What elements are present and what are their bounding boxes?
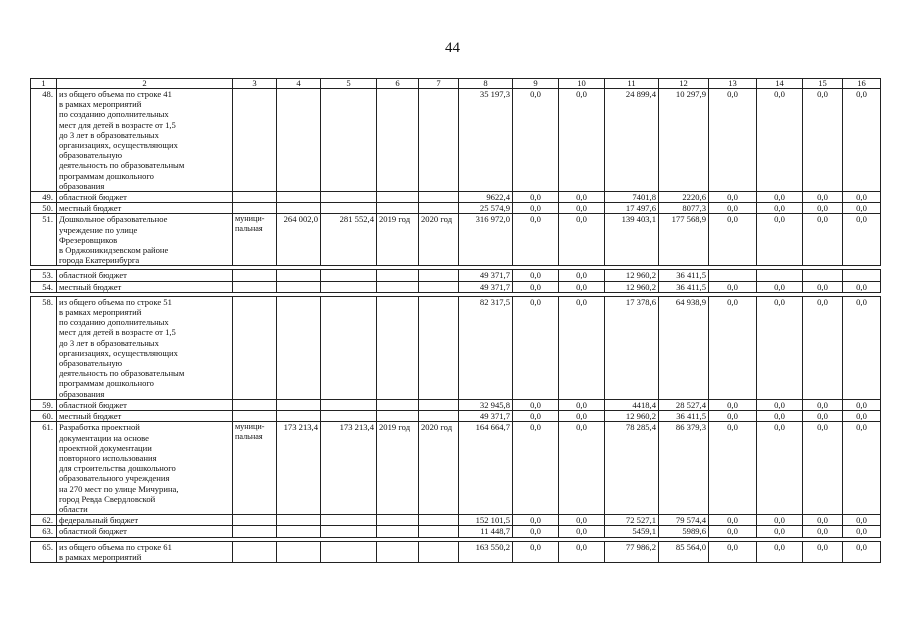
header-cell: 3 [233,79,277,89]
value-cell-c7 [419,526,459,537]
value-cell-c9: 0,0 [513,192,559,203]
description-cell [57,296,233,399]
description-line: мест для детей в возрасте от 1,5 [59,327,176,338]
description-line: Разработка проектной [59,422,140,433]
value-cell-c8: 11 448,7 [459,526,513,537]
value-cell-c7 [419,203,459,214]
value-cell-c15 [803,270,843,281]
table-row [31,411,881,422]
value-cell-c15: 0,0 [803,214,843,266]
value-cell-c12: 2220,6 [659,192,709,203]
value-cell-c6 [377,399,419,410]
table-row [31,422,881,515]
row-number-cell: 62. [31,515,57,526]
value-cell-c7: 2020 год [419,422,459,515]
row-number-cell: 58. [31,296,57,399]
value-cell-c7 [419,515,459,526]
value-cell-c16: 0,0 [843,526,881,537]
header-cell: 6 [377,79,419,89]
description-line: образования [59,180,105,191]
value-cell-c16: 0,0 [843,515,881,526]
value-cell-c9: 0,0 [513,270,559,281]
description-line: образовательного учреждения [59,473,170,484]
value-cell-c5 [321,515,377,526]
value-cell-c9: 0,0 [513,89,559,192]
description-line: в Орджоникидзевском районе [59,245,169,256]
value-cell-c10: 0,0 [559,399,605,410]
value-cell-c3 [233,296,277,399]
value-cell-c6: 2019 год [377,214,419,266]
table-row [31,203,881,214]
value-cell-c11: 139 403,1 [605,214,659,266]
description-cell [57,399,233,410]
description-line: учреждение по улице [59,224,138,235]
value-cell-c5 [321,281,377,292]
value-cell-c7 [419,89,459,192]
description-cell [57,541,233,562]
value-cell-c15: 0,0 [803,541,843,562]
value-cell-c16: 0,0 [843,411,881,422]
budget-table [30,78,881,563]
value-cell-c5 [321,89,377,192]
budget-table-container [30,78,881,563]
description-cell [57,214,233,266]
page-number: 44 [445,40,460,56]
value-cell-c5 [321,526,377,537]
value-cell-c3 [233,399,277,410]
value-cell-c6 [377,296,419,399]
value-cell-c4 [277,281,321,292]
description-line: на 270 мест по улице Мичурина, [59,483,179,494]
value-cell-c15: 0,0 [803,526,843,537]
value-cell-c9: 0,0 [513,296,559,399]
description-line: Дошкольное образовательное [59,214,168,225]
header-cell: 1 [31,79,57,89]
value-cell-c11: 12 960,2 [605,411,659,422]
description-line: в рамках мероприятий [59,551,142,562]
header-cell: 7 [419,79,459,89]
value-cell-c11: 5459,1 [605,526,659,537]
value-cell-c13: 0,0 [709,422,757,515]
value-cell-c8: 25 574,9 [459,203,513,214]
value-cell-c14: 0,0 [757,281,803,292]
description-cell [57,281,233,292]
value-cell-c11: 12 960,2 [605,270,659,281]
value-cell-c3 [233,281,277,292]
description-cell [57,515,233,526]
description-cell [57,192,233,203]
value-cell-c15: 0,0 [803,192,843,203]
value-cell-c14: 0,0 [757,89,803,192]
value-cell-c16: 0,0 [843,192,881,203]
table-row [31,526,881,537]
value-cell-c11: 24 899,4 [605,89,659,192]
value-cell-c3: муници-пальная [233,214,277,266]
value-cell-c14: 0,0 [757,192,803,203]
description-line: по созданию дополнительных [59,109,169,120]
value-cell-c3 [233,192,277,203]
value-cell-c7 [419,296,459,399]
description-line: организациях, осуществляющих [59,140,178,151]
table-row [31,89,881,192]
value-cell-c12: 36 411,5 [659,270,709,281]
value-cell-c4 [277,541,321,562]
value-cell-c11: 12 960,2 [605,281,659,292]
description-line: Фрезеровщиков [59,234,118,245]
row-number-cell: 54. [31,281,57,292]
description-line: организациях, осуществляющих [59,347,178,358]
value-cell-c10: 0,0 [559,214,605,266]
description-line: деятельность по образовательным [59,160,185,171]
value-cell-c5 [321,270,377,281]
description-cell [57,422,233,515]
value-cell-c13: 0,0 [709,203,757,214]
value-cell-c3 [233,203,277,214]
description-line: по созданию дополнительных [59,317,169,328]
value-cell-c11: 17 497,6 [605,203,659,214]
value-cell-c8: 49 371,7 [459,281,513,292]
value-cell-c8: 163 550,2 [459,541,513,562]
value-cell-c12: 36 411,5 [659,411,709,422]
description-line: город Ревда Свердловской [59,493,156,504]
value-cell-c14: 0,0 [757,541,803,562]
description-cell [57,203,233,214]
header-cell: 15 [803,79,843,89]
value-cell-c6 [377,526,419,537]
value-cell-c15: 0,0 [803,515,843,526]
row-number-cell: 50. [31,203,57,214]
value-cell-c12: 36 411,5 [659,281,709,292]
description-line: до 3 лет в образовательных [59,129,159,140]
description-line: областной бюджет [59,399,127,410]
value-cell-c4 [277,89,321,192]
table-row [31,214,881,266]
description-line: для строительства дошкольного [59,463,176,474]
description-line: документации на основе [59,432,149,443]
value-cell-c13: 0,0 [709,399,757,410]
value-cell-c16: 0,0 [843,541,881,562]
value-cell-c13: 0,0 [709,541,757,562]
value-cell-c9: 0,0 [513,214,559,266]
value-cell-c8: 316 972,0 [459,214,513,266]
value-cell-c10: 0,0 [559,203,605,214]
value-cell-c6 [377,270,419,281]
value-cell-c14: 0,0 [757,422,803,515]
value-cell-c16: 0,0 [843,422,881,515]
header-cell: 13 [709,79,757,89]
value-cell-c4 [277,515,321,526]
value-cell-c5 [321,296,377,399]
value-cell-c8: 32 945,8 [459,399,513,410]
value-cell-c11: 77 986,2 [605,541,659,562]
value-cell-c16: 0,0 [843,296,881,399]
value-cell-c10: 0,0 [559,526,605,537]
value-cell-c10: 0,0 [559,422,605,515]
value-cell-c6: 2019 год [377,422,419,515]
value-cell-c9: 0,0 [513,515,559,526]
row-number-cell: 49. [31,192,57,203]
row-number-cell: 59. [31,399,57,410]
description-line: до 3 лет в образовательных [59,337,159,348]
row-number-cell: 63. [31,526,57,537]
column-number-header [31,79,881,89]
description-line: областной бюджет [59,270,127,281]
description-line: образовательную [59,150,123,161]
value-cell-c14 [757,270,803,281]
value-cell-c16: 0,0 [843,281,881,292]
table-row [31,515,881,526]
value-cell-c16: 0,0 [843,214,881,266]
description-line: города Екатеринбурга [59,255,140,266]
value-cell-c3 [233,541,277,562]
value-cell-c9: 0,0 [513,422,559,515]
description-line: из общего объема по строке 51 [59,296,172,307]
value-cell-c14: 0,0 [757,526,803,537]
description-line: в рамках мероприятий [59,307,142,318]
table-row [31,399,881,410]
value-cell-c3 [233,270,277,281]
value-cell-c10: 0,0 [559,541,605,562]
description-cell [57,89,233,192]
value-cell-c7 [419,281,459,292]
value-cell-c10: 0,0 [559,281,605,292]
header-cell: 8 [459,79,513,89]
value-cell-c12: 5989,6 [659,526,709,537]
value-cell-c9: 0,0 [513,281,559,292]
value-cell-c5 [321,203,377,214]
value-cell-c10: 0,0 [559,411,605,422]
value-cell-c9: 0,0 [513,541,559,562]
description-cell [57,270,233,281]
value-cell-c7 [419,192,459,203]
row-number-cell: 61. [31,422,57,515]
table-row [31,270,881,281]
value-cell-c6 [377,192,419,203]
description-cell [57,526,233,537]
value-cell-c4: 264 002,0 [277,214,321,266]
value-cell-c8: 35 197,3 [459,89,513,192]
value-cell-c3 [233,515,277,526]
header-cell: 9 [513,79,559,89]
value-cell-c5 [321,192,377,203]
value-cell-c13: 0,0 [709,515,757,526]
value-cell-c5 [321,541,377,562]
value-cell-c14: 0,0 [757,515,803,526]
value-cell-c9: 0,0 [513,399,559,410]
value-cell-c13: 0,0 [709,526,757,537]
description-line: из общего объема по строке 61 [59,541,172,552]
value-cell-c14: 0,0 [757,203,803,214]
table-row [31,541,881,562]
value-cell-c13: 0,0 [709,411,757,422]
value-cell-c13: 0,0 [709,214,757,266]
header-cell: 5 [321,79,377,89]
header-cell: 12 [659,79,709,89]
value-cell-c5 [321,399,377,410]
description-line: местный бюджет [59,411,122,422]
value-cell-c12: 8077,3 [659,203,709,214]
value-cell-c6 [377,411,419,422]
header-cell: 16 [843,79,881,89]
value-cell-c13 [709,270,757,281]
description-line: повторного использования [59,452,157,463]
value-cell-c8: 49 371,7 [459,411,513,422]
value-cell-c8: 152 101,5 [459,515,513,526]
value-cell-c16: 0,0 [843,399,881,410]
description-line: образования [59,388,105,399]
description-cell [57,411,233,422]
value-cell-c6 [377,203,419,214]
header-cell: 10 [559,79,605,89]
value-cell-c4 [277,296,321,399]
value-cell-c6 [377,515,419,526]
value-cell-c7: 2020 год [419,214,459,266]
value-cell-c10: 0,0 [559,270,605,281]
value-cell-c7 [419,541,459,562]
value-cell-c12: 86 379,3 [659,422,709,515]
header-cell: 11 [605,79,659,89]
value-cell-c8: 49 371,7 [459,270,513,281]
table-row [31,281,881,292]
value-cell-c10: 0,0 [559,192,605,203]
description-line: области [59,503,88,514]
value-cell-c9: 0,0 [513,526,559,537]
value-cell-c3 [233,526,277,537]
value-cell-c5: 173 213,4 [321,422,377,515]
value-cell-c4 [277,411,321,422]
row-number-cell: 51. [31,214,57,266]
table-row [31,296,881,399]
table-row [31,192,881,203]
value-cell-c12: 177 568,9 [659,214,709,266]
header-cell: 2 [57,79,233,89]
value-cell-c7 [419,399,459,410]
description-line: из общего объема по строке 41 [59,89,172,99]
value-cell-c4: 173 213,4 [277,422,321,515]
value-cell-c12: 64 938,9 [659,296,709,399]
value-cell-c9: 0,0 [513,203,559,214]
value-cell-c14: 0,0 [757,214,803,266]
value-cell-c4 [277,526,321,537]
value-cell-c16: 0,0 [843,89,881,192]
header-cell: 4 [277,79,321,89]
value-cell-c9: 0,0 [513,411,559,422]
row-number-cell: 53. [31,270,57,281]
value-cell-c13: 0,0 [709,89,757,192]
row-number-cell: 65. [31,541,57,562]
header-cell: 14 [757,79,803,89]
value-cell-c4 [277,399,321,410]
value-cell-c11: 4418,4 [605,399,659,410]
value-cell-c10: 0,0 [559,89,605,192]
value-cell-c12: 85 564,0 [659,541,709,562]
description-line: программам дошкольного [59,170,154,181]
value-cell-c15: 0,0 [803,89,843,192]
description-line: местный бюджет [59,281,122,292]
value-cell-c15: 0,0 [803,399,843,410]
value-cell-c14: 0,0 [757,411,803,422]
description-line: деятельность по образовательным [59,368,185,379]
value-cell-c3 [233,89,277,192]
description-line: местный бюджет [59,203,122,214]
value-cell-c4 [277,203,321,214]
value-cell-c13: 0,0 [709,192,757,203]
value-cell-c5: 281 552,4 [321,214,377,266]
value-cell-c11: 78 285,4 [605,422,659,515]
value-cell-c5 [321,411,377,422]
value-cell-c3: муници-пальная [233,422,277,515]
value-cell-c15: 0,0 [803,296,843,399]
value-cell-c3 [233,411,277,422]
value-cell-c11: 72 527,1 [605,515,659,526]
description-line: проектной документации [59,442,152,453]
value-cell-c8: 164 664,7 [459,422,513,515]
row-number-cell: 60. [31,411,57,422]
description-line: программам дошкольного [59,378,154,389]
value-cell-c8: 9622,4 [459,192,513,203]
value-cell-c11: 17 378,6 [605,296,659,399]
value-cell-c4 [277,192,321,203]
value-cell-c16: 0,0 [843,203,881,214]
value-cell-c12: 79 574,4 [659,515,709,526]
description-line: в рамках мероприятий [59,99,142,110]
value-cell-c14: 0,0 [757,296,803,399]
value-cell-c13: 0,0 [709,296,757,399]
value-cell-c10: 0,0 [559,296,605,399]
value-cell-c10: 0,0 [559,515,605,526]
value-cell-c12: 10 297,9 [659,89,709,192]
description-line: образовательную [59,358,123,369]
value-cell-c15: 0,0 [803,411,843,422]
table-body [31,79,881,563]
value-cell-c15: 0,0 [803,281,843,292]
value-cell-c12: 28 527,4 [659,399,709,410]
value-cell-c16 [843,270,881,281]
description-line: областной бюджет [59,526,127,537]
description-line: федеральный бюджет [59,515,139,526]
value-cell-c15: 0,0 [803,422,843,515]
value-cell-c6 [377,541,419,562]
description-line: мест для детей в возрасте от 1,5 [59,119,176,130]
description-line: областной бюджет [59,192,127,203]
value-cell-c4 [277,270,321,281]
value-cell-c15: 0,0 [803,203,843,214]
value-cell-c7 [419,411,459,422]
value-cell-c13: 0,0 [709,281,757,292]
value-cell-c7 [419,270,459,281]
value-cell-c6 [377,89,419,192]
value-cell-c11: 7401,8 [605,192,659,203]
value-cell-c8: 82 317,5 [459,296,513,399]
value-cell-c14: 0,0 [757,399,803,410]
row-number-cell: 48. [31,89,57,192]
value-cell-c6 [377,281,419,292]
